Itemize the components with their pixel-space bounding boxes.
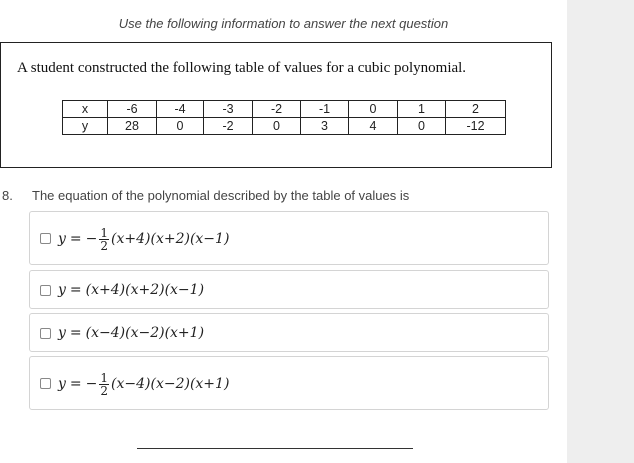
table-row-y <box>63 118 506 135</box>
fraction-denominator: 2 <box>100 383 109 398</box>
checkbox[interactable] <box>40 285 51 296</box>
question-text: The equation of the polynomial described by the table of values is <box>32 188 410 203</box>
table-cell: -6 <box>108 101 157 118</box>
answer-line <box>137 448 413 449</box>
table-cell: 0 <box>398 118 446 135</box>
checkbox[interactable] <box>40 233 51 244</box>
answer-option-d[interactable] <box>29 356 549 410</box>
minus-sign: − <box>85 231 98 247</box>
table-cell: 4 <box>349 118 398 135</box>
option-equation <box>58 323 204 343</box>
equals-sign: = <box>69 231 82 247</box>
equals-sign: = <box>69 376 82 392</box>
equals-sign: = <box>69 325 82 341</box>
table-cell: 3 <box>301 118 349 135</box>
equation-factors: (x−4)(x−2)(x+1) <box>111 376 230 392</box>
answer-option-b[interactable] <box>29 270 549 309</box>
question-number: 8. <box>2 188 13 203</box>
table-cell: -1 <box>301 101 349 118</box>
table-cell: -2 <box>204 118 253 135</box>
equation-lhs: y <box>58 231 66 247</box>
equals-sign: = <box>69 282 82 298</box>
checkbox[interactable] <box>40 378 51 389</box>
right-sidebar <box>567 0 634 463</box>
option-equation <box>58 280 204 300</box>
table-cell: 0 <box>157 118 204 135</box>
values-table <box>62 100 506 135</box>
option-equation <box>58 367 229 401</box>
table-cell: -12 <box>446 118 506 135</box>
equation-factors: (x+4)(x+2)(x−1) <box>85 282 205 298</box>
table-cell: 2 <box>446 101 506 118</box>
fraction-numerator: 1 <box>100 225 109 240</box>
checkbox[interactable] <box>40 328 51 339</box>
option-equation <box>58 222 229 256</box>
equation-lhs: y <box>58 376 66 392</box>
table-cell: 28 <box>108 118 157 135</box>
fraction <box>99 227 109 252</box>
equation-factors: (x+4)(x+2)(x−1) <box>111 231 230 247</box>
equation-lhs: y <box>58 282 66 298</box>
table-cell: 0 <box>349 101 398 118</box>
minus-sign: − <box>85 376 98 392</box>
equation-lhs: y <box>58 325 66 341</box>
info-description: A student constructed the following table of values for a cubic polynomial. <box>17 60 467 76</box>
table-cell: 0 <box>253 118 301 135</box>
answer-option-a[interactable] <box>29 211 549 265</box>
table-cell: -4 <box>157 101 204 118</box>
equation-factors: (x−4)(x−2)(x+1) <box>85 325 205 341</box>
instruction-text: Use the following information to answer the next question <box>118 16 449 31</box>
fraction <box>99 372 109 397</box>
table-cell: -3 <box>204 101 253 118</box>
info-box <box>0 42 552 168</box>
table-cell: y <box>63 118 108 135</box>
table-cell: x <box>63 101 108 118</box>
fraction-denominator: 2 <box>100 238 109 253</box>
answer-option-c[interactable] <box>29 313 549 352</box>
fraction-numerator: 1 <box>100 370 109 385</box>
table-row-x <box>63 101 506 118</box>
table-cell: -2 <box>253 101 301 118</box>
table-cell: 1 <box>398 101 446 118</box>
